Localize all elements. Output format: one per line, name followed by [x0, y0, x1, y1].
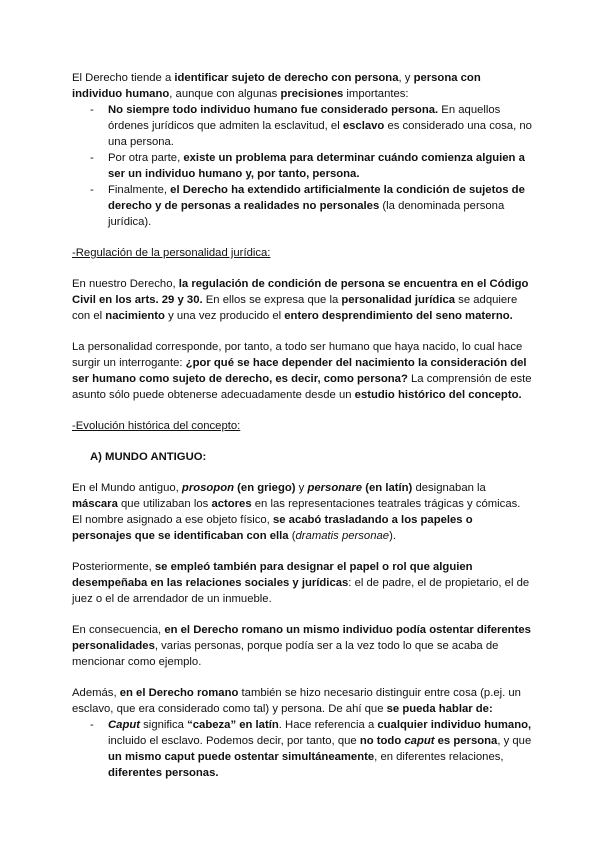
bold-text: no todo — [359, 735, 405, 747]
section-title-regulacion: -Regulación de la personalidad jurídica: — [72, 247, 271, 259]
text: En nuestro Derecho, — [72, 278, 179, 290]
text: es considerado una cosa, no una persona. — [108, 120, 532, 148]
italic-text: dramatis personae — [295, 530, 390, 542]
text: que utilizaban los — [117, 498, 212, 510]
additionally-paragraph — [72, 685, 532, 717]
text: , y — [398, 72, 414, 84]
bold-text: (en latín) — [362, 482, 413, 494]
text: Por otra parte, — [108, 152, 184, 164]
bold-text: ¿por qué se hace depender del nacimiento la consideración del ser humano como sujeto de derecho, es decir, como persona? — [72, 357, 527, 385]
bold-text: es persona — [434, 735, 498, 747]
bold-text: máscara — [72, 498, 118, 510]
bold-text: (en griego) — [234, 482, 296, 494]
text: , y que — [497, 735, 532, 747]
document-page — [72, 70, 532, 796]
text: significa — [140, 719, 188, 731]
bold-text: personalidad jurídica — [341, 294, 456, 306]
bold-text: diferentes personas. — [108, 767, 219, 779]
text: incluido el esclavo. Podemos decir, por tanto, que — [108, 735, 360, 747]
text: y — [295, 482, 308, 494]
bold-text: identificar sujeto de derecho con persona — [174, 72, 399, 84]
text: La comprensión de este asunto sólo puede obtenerse adecuadamente desde un — [72, 373, 532, 401]
bold-text: persona con individuo humano — [72, 72, 481, 100]
ancient-world-paragraph — [72, 480, 532, 544]
bold-text: la regulación de condición de persona se encuentra en el Código Civil en los arts. 29 y 30. — [72, 278, 529, 306]
bold-text: estudio histórico del concepto. — [354, 389, 522, 401]
bold-text: No siempre todo individuo humano fue considerado persona. — [108, 104, 439, 116]
heading-mundo-antiguo: A) MUNDO ANTIGUO: — [90, 451, 207, 463]
list-item — [108, 150, 532, 182]
bold-text: nacimiento — [105, 310, 165, 322]
text: y una vez producido el — [164, 310, 285, 322]
text: (la denominada persona jurídica). — [108, 200, 505, 228]
text: también se hizo necesario distinguir entre cosa (p.ej. un esclavo, que era considerado como tal) y persona. De ahí que — [72, 687, 521, 715]
text: en las representaciones teatrales trágicas y cómicas. El nombre asignado a ese objeto físico, — [72, 498, 521, 526]
text: , varias personas, porque podía ser a la vez todo lo que se acaba de mencionar como ejemplo. — [72, 640, 499, 668]
list-item — [108, 102, 532, 150]
text: ( — [288, 530, 296, 542]
list-item — [108, 717, 532, 781]
bold-text: esclavo — [342, 120, 385, 132]
consequence-paragraph — [72, 622, 532, 670]
bold-italic-text: personare — [307, 482, 363, 494]
text: En aquellos órdenes jurídicos que admiten la esclavitud, el — [108, 104, 501, 132]
bold-italic-text: Caput — [108, 719, 141, 731]
text: designaban la — [412, 482, 486, 494]
intro-paragraph — [72, 70, 532, 102]
list-item — [108, 182, 532, 230]
bold-italic-text: caput — [404, 735, 435, 747]
bold-text: se pueda hablar de: — [386, 703, 493, 715]
text: . Hace referencia a — [278, 719, 378, 731]
bold-text: entero desprendimiento del seno materno. — [284, 310, 513, 322]
bold-text: en el Derecho romano — [119, 687, 239, 699]
bold-text: un mismo caput puede ostentar simultáneamente — [108, 751, 375, 763]
text: En consecuencia, — [72, 624, 165, 636]
bold-text: cualquier individuo humano, — [377, 719, 532, 731]
text: , en diferentes relaciones, — [374, 751, 504, 763]
text: , aunque con algunas — [169, 88, 281, 100]
text: En ellos se expresa que la — [202, 294, 342, 306]
text: Posteriormente, — [72, 561, 155, 573]
text: Finalmente, — [108, 184, 171, 196]
caput-list — [72, 717, 532, 781]
text: se adquiere con el — [72, 294, 518, 322]
bold-text: “cabeza” en latín — [187, 719, 279, 731]
bold-text: se acabó trasladando a los papeles o personajes que se identificaban con ella — [72, 514, 473, 542]
bold-text: en el Derecho romano un mismo individuo podía ostentar diferentes personalidades — [72, 624, 531, 652]
later-paragraph — [72, 559, 532, 607]
text: ). — [389, 530, 396, 542]
text: Además, — [72, 687, 120, 699]
bold-text: se empleó también para designar el papel o rol que alguien desempeñaba en las relaciones sociales y jurídicas — [72, 561, 473, 589]
section-title-evolucion: -Evolución histórica del concepto: — [72, 420, 241, 432]
personality-paragraph — [72, 339, 532, 403]
text: La personalidad corresponde, por tanto, a todo ser humano que haya nacido, lo cual hace surgir un interrogante: — [72, 341, 523, 369]
bold-text: existe un problema para determinar cuándo comienza alguien a ser un individuo humano y, por tanto, persona. — [108, 152, 525, 180]
text: : el de padre, el de propietario, el de juez o el de arrendador de un inmueble. — [72, 577, 530, 605]
regulation-paragraph — [72, 276, 532, 324]
precisions-list — [72, 102, 532, 230]
bold-text: el Derecho ha extendido artificialmente la condición de sujetos de derecho y de personas a realidades no personales — [108, 184, 525, 212]
bold-text: actores — [211, 498, 252, 510]
bold-italic-text: prosopon — [181, 482, 235, 494]
text: El Derecho tiende a — [72, 72, 175, 84]
bold-text: precisiones — [280, 88, 344, 100]
text: En el Mundo antiguo, — [72, 482, 182, 494]
text: importantes: — [343, 88, 409, 100]
